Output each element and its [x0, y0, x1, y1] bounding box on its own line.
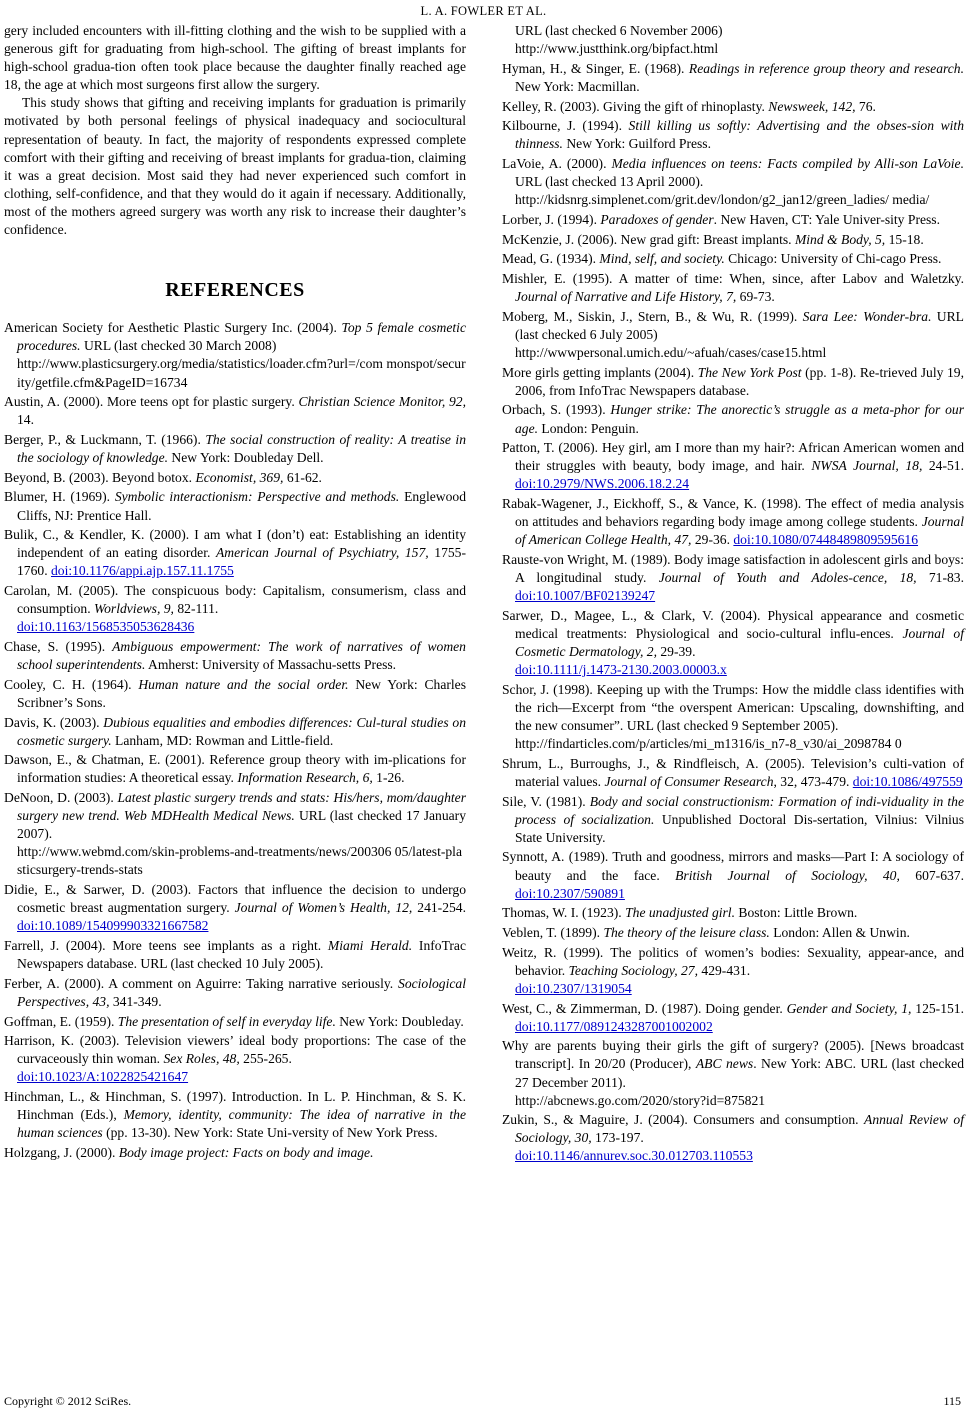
reference-source: Body and social constructionism: Formation of indi-viduality in the process of socialization. [515, 793, 964, 827]
reference-source: Teaching Sociology, 27, [568, 962, 698, 978]
reference-source: Media influences on teens: Facts compiled by Alli-son LaVoie. [611, 156, 964, 172]
doi-link[interactable]: doi:10.1086/497559 [852, 773, 963, 789]
reference-details: London: Penguin. [538, 420, 639, 436]
reference-details: 607-637. [899, 867, 964, 883]
reference-entry [502, 607, 964, 679]
reference-text: Rauste-von Wright, M. (1989). Body image satisfaction in adolescent girls and boys: A longitudinal study. [502, 551, 964, 586]
reference-text: Patton, T. (2006). Hey girl, am I more than my hair?: African American women and their struggles with beauty, body image, and hair. [502, 440, 964, 474]
reference-source: Human nature and the social order. [138, 676, 349, 692]
reference-details: Chicago: University of Chi-cago Press. [724, 251, 942, 267]
reference-url[interactable]: http://www.justthink.org/bipfact.html [515, 41, 719, 57]
reference-source: Economist, 369, [195, 469, 284, 485]
reference-entry [502, 98, 964, 116]
reference-entry [502, 681, 964, 753]
reference-details: 255-265. [239, 1051, 292, 1067]
reference-details: URL (last checked 6 November 2006) [515, 23, 723, 38]
reference-details: 241-254. [412, 900, 466, 916]
reference-url[interactable]: http://kidsnrg.simplenet.com/grit.dev/london/g2_jan12/green_ladies/ media/ [515, 192, 930, 208]
reference-details: Englewood Cliffs, NJ: Prentice Hall. [17, 489, 466, 523]
reference-text: Why are parents buying their girls the gift of surgery? (2005). [News broadcast transcript]. In 20/20 (Producer), [502, 1038, 964, 1072]
reference-entry [502, 495, 964, 549]
reference-list-left [4, 319, 466, 1162]
reference-entry [4, 1032, 466, 1086]
reference-details: New York: Charles Scribner’s Sons. [17, 676, 466, 710]
reference-source: ABC news [695, 1056, 754, 1072]
reference-entry [4, 469, 466, 487]
doi-link[interactable]: doi:10.1007/BF02139247 [515, 588, 656, 604]
reference-source: Information Research, 6, [237, 770, 373, 786]
reference-text: Beyond, B. (2003). Beyond botox. [4, 469, 196, 485]
reference-source: Journal of Narrative and Life History, 7, [515, 289, 737, 305]
reference-text: Hinchman, L., & Hinchman, S. (1997). Introduction. In L. P. Hinchman, & S. K. Hinchman (Eds.), [4, 1089, 466, 1123]
reference-source: Memory, identity, community: The idea of narrative in the human sciences [17, 1107, 466, 1141]
reference-details: 71-83. [916, 570, 965, 586]
reference-details: 1755-1760. [17, 545, 467, 579]
reference-url[interactable]: http://www.webmd.com/skin-problems-and-treatments/news/200306 05/latest-plasticsurgery-trends-stats [17, 844, 462, 878]
reference-source: Worldviews, 9, [94, 601, 174, 617]
reference-source: Hunger strike: The anorectic’s struggle as a meta-phor for our age. [515, 402, 965, 436]
reference-details: 76. [855, 98, 876, 114]
reference-source: Annual Review of Sociology, 30, [515, 1112, 964, 1146]
reference-details: 173-197. [591, 1130, 644, 1146]
doi-link[interactable]: doi:10.2979/NWS.2006.18.2.24 [515, 476, 690, 492]
reference-details: 14. [17, 412, 34, 428]
reference-entry [502, 250, 964, 268]
reference-details: 15-18. [885, 231, 924, 247]
reference-text: Rabak-Wagener, J., Eickhoff, S., & Vance, K. (1998). The effect of media analysis on attitudes and behaviors regarding body image among college students. [502, 496, 964, 530]
reference-text: Chase, S. (1995). [4, 638, 113, 654]
reference-text: Didie, E., & Sarwer, D. (2003). Factors that influence the decision to undergo cosmetic breast augmentation surgery. [4, 882, 466, 916]
reference-text: Austin, A. (2000). More teens opt for plastic surgery. [4, 394, 299, 410]
reference-entry [502, 22, 964, 58]
reference-source: Journal of Cosmetic Dermatology, 2, [515, 625, 964, 659]
reference-details: , 32, 473-479. [773, 773, 853, 789]
doi-link[interactable]: doi:10.1080/07448489809595616 [733, 532, 919, 548]
reference-text: DeNoon, D. (2003). [4, 790, 118, 806]
reference-text: Berger, P., & Luckmann, T. (1966). [4, 431, 206, 447]
reference-source: Newsweek, 142, [768, 98, 856, 114]
reference-text: Veblen, T. (1899). [502, 924, 604, 940]
reference-source: Mind, self, and society. [599, 251, 725, 267]
reference-source: Body image project: Facts on body and image. [118, 1145, 374, 1161]
right-column [502, 22, 964, 1167]
reference-text: Orbach, S. (1993). [502, 402, 611, 418]
reference-text: Farrell, J. (2004). More teens see implants as a right. [4, 938, 328, 954]
reference-details: InfoTrac Newspapers database. URL (last checked 10 July 2005). [17, 938, 466, 972]
reference-details: New York: Macmillan. [515, 78, 640, 94]
reference-details: New York: Guilford Press. [562, 136, 711, 152]
reference-source: Journal of Women’s Health, 12, [234, 900, 413, 916]
reference-text: More girls getting implants (2004). [502, 364, 698, 380]
reference-entry [4, 751, 466, 787]
reference-entry [4, 393, 466, 429]
reference-details: 1-26. [372, 770, 405, 786]
reference-text: Hyman, H., & Singer, E. (1968). [502, 60, 689, 76]
reference-details: URL (last checked 13 April 2000). [515, 174, 704, 190]
reference-source: The unadjusted girl. [625, 905, 735, 921]
reference-text: Davis, K. (2003). [4, 714, 104, 730]
reference-text: McKenzie, J. (2006). New grad gift: Breast implants. [502, 231, 795, 247]
reference-text: Dawson, E., & Chatman, E. (2001). Reference group theory with im-plications for information studies: A theoretical essay. [4, 752, 466, 786]
left-column [4, 22, 466, 1164]
doi-link[interactable]: doi:10.1146/annurev.soc.30.012703.110553 [515, 1148, 753, 1164]
reference-text: Thomas, W. I. (1923). [502, 905, 626, 921]
reference-details: 69-73. [736, 289, 775, 305]
reference-source: The theory of the leisure class. [603, 924, 770, 940]
reference-source: The New York Post [697, 364, 802, 380]
reference-entry [502, 211, 964, 229]
reference-entry [502, 793, 964, 847]
reference-details: URL (last checked 30 March 2008) [80, 338, 277, 354]
reference-source: Paradoxes of gender [600, 211, 714, 227]
reference-source: Top 5 female cosmetic procedures. [17, 320, 466, 354]
reference-details: (pp. 1-8). Re-trieved July 19, 2006, from InfoTrac Newspapers database. [515, 364, 964, 398]
reference-source: American Journal of Psychiatry, 157, [216, 545, 429, 561]
reference-source: Still killing us softly: Advertising and the obses-sion with thinness. [515, 118, 964, 152]
reference-source: Dubious equalities and embodies differences: Cul-tural studies on cosmetic surgery. [17, 714, 466, 748]
reference-source: Sara Lee: Wonder-bra. [802, 308, 932, 324]
reference-entry [4, 488, 466, 524]
reference-entry [4, 881, 466, 935]
reference-source: Journal of Youth and Adoles-cence, 18, [658, 570, 917, 586]
reference-entry [4, 319, 466, 391]
reference-source: Miami Herald. [327, 938, 413, 954]
reference-details: (pp. 13-30). New York: State Uni-versity of New York Press. [102, 1125, 438, 1141]
running-header: L. A. FOWLER ET AL. [420, 4, 547, 18]
reference-entry [502, 439, 964, 493]
reference-text: Cooley, C. H. (1964). [4, 676, 139, 692]
reference-source: Journal of American College Health, 47, [515, 514, 964, 548]
reference-entry [502, 924, 964, 942]
reference-text: Carolan, M. (2005). The conspicuous body: Capitalism, consumerism, class and consumption. [4, 583, 466, 617]
reference-entry [502, 401, 964, 437]
reference-entry [4, 1144, 466, 1162]
reference-entry [502, 117, 964, 153]
reference-entry [4, 431, 466, 467]
reference-text: Sarwer, D., Magee, L., & Clark, V. (2004). Physical appearance and cosmetic medical treatments: Physiological and socio-cultural influ-ences. [502, 607, 964, 641]
reference-text: Mead, G. (1934). [502, 251, 600, 267]
reference-entry [4, 526, 466, 580]
reference-source: Christian Science Monitor, 92, [298, 394, 466, 410]
reference-entry [502, 1037, 964, 1109]
reference-text: Harrison, K. (2003). Television viewers’ ideal body proportions: The case of the curvaceously thin woman. [4, 1033, 466, 1067]
reference-entry [4, 1088, 466, 1142]
reference-source: Mind & Body, 5, [794, 231, 886, 247]
reference-details: Lanham, MD: Rowman and Little-field. [111, 732, 334, 748]
reference-text: Blumer, H. (1969). [4, 489, 115, 505]
reference-entry [4, 975, 466, 1011]
reference-entry [502, 364, 964, 400]
reference-details: Amherst: University of Massachu-setts Press. [145, 657, 397, 673]
doi-link[interactable]: doi:10.1177/0891243287001002002 [515, 1018, 713, 1034]
reference-text: Bulik, C., & Kendler, K. (2000). I am what I (don’t) eat: Establishing an identity independent of an eating disorder. [4, 527, 466, 561]
reference-text: Moberg, M., Siskin, J., Stern, B., & Wu, R. (1999). [502, 308, 803, 324]
reference-text: Zukin, S., & Maguire, J. (2004). Consumers and consumption. [502, 1112, 865, 1128]
reference-text: Mishler, E. (1995). A matter of time: When, since, after Labov and Waletzky. [502, 270, 964, 286]
reference-entry [502, 551, 964, 605]
reference-text: Shrum, L., Burroughs, J., & Rindfleisch, A. (2005). Television’s culti-vation of material values. [502, 755, 964, 789]
reference-entry [502, 155, 964, 209]
reference-url[interactable]: http://abcnews.go.com/2020/story?id=875821 [515, 1092, 766, 1108]
reference-entry [502, 904, 964, 922]
doi-link[interactable]: doi:10.1176/appi.ajp.157.11.1755 [50, 563, 234, 579]
reference-source: Ambiguous empowerment: The work of narratives of women school superintendents. [17, 638, 466, 673]
doi-link[interactable]: doi:10.1023/A:1022825421647 [17, 1069, 189, 1085]
reference-source: The presentation of self in everyday life. [117, 1013, 336, 1029]
reference-entry [502, 308, 964, 362]
reference-details: New York: Doubleday. [335, 1013, 464, 1029]
reference-details: URL (last checked 6 July 2005) [515, 308, 964, 342]
reference-details: London: Allen & Unwin. [769, 924, 910, 940]
reference-entry [4, 1013, 466, 1031]
reference-text: Holzgang, J. (2000). [4, 1145, 119, 1161]
reference-text: Sile, V. (1981). [502, 793, 590, 809]
reference-source: Journal of Consumer Research [604, 773, 774, 789]
reference-entry [502, 1000, 964, 1036]
doi-link[interactable]: doi:10.2307/1319054 [515, 980, 632, 996]
reference-entry [502, 60, 964, 96]
reference-text: LaVoie, A. (2000). [502, 156, 612, 172]
reference-entry [4, 638, 466, 674]
reference-url[interactable]: http://www.plasticsurgery.org/media/statistics/loader.cfm?url=/com monspot/security/getfile.cfm&PageID=16734 [17, 356, 466, 390]
reference-entry [4, 676, 466, 712]
reference-source: NWSA Journal, 18, [811, 458, 923, 474]
reference-text: Kilbourne, J. (1994). [502, 118, 629, 134]
doi-link[interactable]: doi:10.1089/154099903321667582 [17, 918, 209, 934]
reference-details: Boston: Little Brown. [734, 905, 858, 921]
reference-details: Unpublished Doctoral Dis-sertation, Vilnius: Vilnius State University. [515, 811, 965, 845]
reference-text: Schor, J. (1998). Keeping up with the Trumps: How the middle class identifies with the rich—Excerpt from “the overspent American: Upscaling, downshifting, and the new consumer”. URL (last checked 9 September 2005). [502, 681, 964, 733]
reference-source: Gender and Society, 1, [786, 1000, 912, 1016]
references-heading: REFERENCES [165, 279, 305, 302]
reference-source: The social construction of reality: A treatise in the sociology of knowledge. [17, 431, 466, 466]
reference-details: . New York: ABC. URL (last checked 27 December 2011). [515, 1056, 965, 1090]
reference-details: New York: Doubleday Dell. [168, 450, 324, 466]
reference-entry [502, 944, 964, 998]
reference-text: American Society for Aesthetic Plastic Surgery Inc. (2004). [4, 320, 342, 336]
reference-source: British Journal of Sociology, 40, [675, 867, 900, 883]
doi-link[interactable]: doi:10.1163/1568535053628436 [17, 619, 195, 635]
reference-entry [502, 848, 964, 902]
reference-entry [4, 582, 466, 636]
reference-details: 29-36. [691, 532, 734, 548]
body-paragraph: gery included encounters with ill-fitting clothing and the wish to be supplied with a generous gift for graduating from high-school. The gifting of breast implants for high-school gradua-tion often took place because the daughter finally reached age 18, the age at which most surgeons first allow the surgery. [4, 23, 466, 93]
reference-list-right [502, 22, 964, 1166]
reference-details: 429-431. [698, 962, 751, 978]
reference-entry [4, 789, 466, 879]
reference-details: URL (last checked 17 January 2007). [17, 808, 466, 842]
copyright-notice: Copyright © 2012 SciRes. [4, 1394, 132, 1408]
reference-source: Latest plastic surgery trends and stats: His/hers, mom/daughter surgery new trend. Web MDHealth Medical News. [17, 790, 466, 824]
reference-entry [502, 1111, 964, 1165]
reference-text: Synnott, A. (1989). Truth and goodness, mirrors and masks—Part I: A sociology of beauty and the face. [502, 849, 964, 883]
reference-source: Sociological Perspectives, 43, [17, 975, 466, 1009]
reference-details: 61-62. [283, 469, 322, 485]
reference-details: 125-151. [911, 1000, 965, 1016]
doi-link[interactable]: doi:10.2307/590891 [515, 885, 625, 901]
reference-entry [502, 755, 964, 791]
reference-text: Kelley, R. (2003). Giving the gift of rhinoplasty. [502, 98, 769, 114]
reference-source: Sex Roles, 48, [163, 1051, 240, 1067]
reference-source: Symbolic interactionism: Perspective and methods. [114, 489, 400, 505]
reference-entry [502, 270, 964, 306]
reference-details: 341-349. [109, 993, 162, 1009]
reference-entry [4, 714, 466, 750]
reference-details: 82-111. [173, 601, 219, 617]
reference-text: Ferber, A. (2000). A comment on Aguirre: Taking narrative seriously. [4, 975, 399, 991]
reference-details: 24-51. [922, 458, 964, 474]
reference-entry [502, 231, 964, 249]
reference-details: . New Haven, CT: Yale Univer-sity Press. [713, 211, 940, 227]
reference-entry [4, 937, 466, 973]
doi-link[interactable]: doi:10.1111/j.1473-2130.2003.00003.x [515, 662, 727, 678]
page-number: 115 [943, 1394, 961, 1408]
reference-details: 29-39. [656, 644, 696, 659]
reference-text: Goffman, E. (1959). [4, 1013, 118, 1029]
body-paragraph: This study shows that gifting and receiving implants for graduation is primarily motivated by both personal feelings of physical inadequacy and sociocultural representation of beauty. In fact, the majority of respondents expressed complete comfort with their gifting and receiving of breast implants for gradua-tion, claiming it was a great decision. Most said they had never experienced such comfort in clothing, self-confidence, and that they would do it again if necessary. Additionally, most of the mothers agreed surgery was worth any risk to increase their daughter’s confidence. [4, 95, 466, 238]
reference-text: Weitz, R. (1999). The politics of women’s bodies: Sexuality, appear-ance, and behavior. [502, 944, 964, 978]
reference-text: West, C., & Zimmerman, D. (1987). Doing gender. [502, 1000, 787, 1016]
reference-url[interactable]: http://wwwpersonal.umich.edu/~afuah/cases/case15.html [515, 344, 827, 360]
reference-text: Lorber, J. (1994). [502, 211, 601, 227]
reference-source: Readings in reference group theory and research. [688, 60, 964, 76]
reference-url[interactable]: http://findarticles.com/p/articles/mi_m1316/is_n7-8_v30/ai_2098784 0 [515, 736, 902, 752]
